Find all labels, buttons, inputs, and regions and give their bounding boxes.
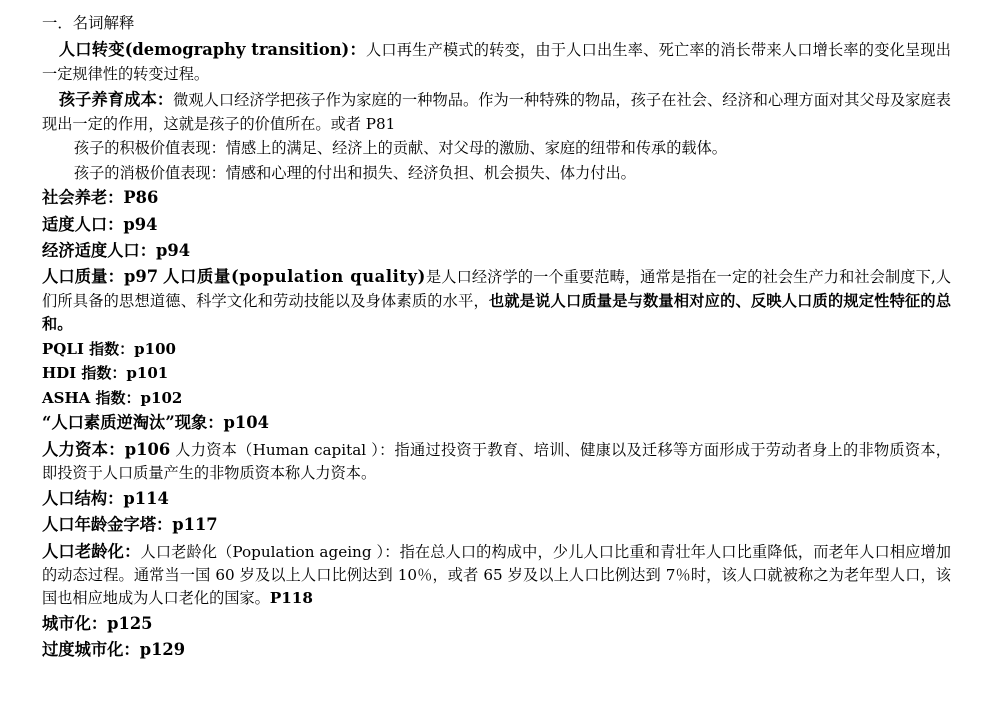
term-page: p100 [134,339,176,358]
entry-population-ageing [42,540,951,611]
term-page: p101 [126,364,169,383]
entry-social-elderly-care [42,186,951,211]
term-label: 人口老龄化： [42,541,141,561]
term-body: 人口老龄化（Population ageing ）：指在总人口的构成中，少儿人口比重和青壮年人口比重降低，而老年人口相应增加的动态过程。通常当一国 60 岁及以上人口比例达到 10％，或者 65 岁及以上人口比例达到 7％时，该人口就被称之为老年型人口，该国也相应地成为人口老化的国家。 [42,542,951,608]
term-page: p94 [123,214,158,234]
entry-urbanization [42,612,951,637]
sub-item-negative-value: 孩子的消极价值表现：情感和心理的付出和损失、经济负担、机会损失、体力付出。 [73,163,636,182]
entry-human-capital [42,438,951,486]
entry-economic-optimum-population [42,239,951,264]
term-body: 微观人口经济学把孩子作为家庭的一种物品。作为一种特殊的物品，孩子在社会、经济和心理方面对其父母及家庭表现出一定的作用，这就是孩子的价值所在。或者 P81 [42,90,951,133]
term-inline-label: 人口质量(population quality) [162,267,426,287]
term-label: 人口转变(demography transition) [58,40,350,60]
term-label: ASHA 指数： [42,388,141,407]
term-page: p106 [124,439,171,459]
term-label: 过度城市化： [42,640,140,660]
entry-optimum-population [42,213,951,238]
term-page: p114 [123,488,169,508]
term-label: 人力资本： [42,439,125,459]
term-label: PQLI 指数： [42,339,135,358]
term-label: 人口质量： [42,267,124,287]
entry-hdi-index [42,362,951,385]
entry-population-quality [42,265,951,336]
term-body: 人力资本（Human capital ）：指通过投资于教育、培训、健康以及迁移等方面形成于劳动者身上的非物质资本，即投资于人口质量产生的非物质资本称人力资本。 [42,440,951,483]
term-label: “人口素质逆淘汰”现象： [42,413,224,433]
term-label: 人口年龄金字塔： [42,515,173,535]
term-page: p94 [155,240,191,260]
term-label: 城市化： [42,613,108,633]
term-body-emphasis: 也就是说人口质量是与数量相对应的、反映人口质的规定性特征的总和。 [42,291,952,333]
sub-item-positive-value: 孩子的积极价值表现：情感上的满足、经济上的贡献、对父母的激励、家庭的纽带和传承的载体。 [73,139,727,158]
entry-demography-transition [42,38,951,86]
entry-pqli-index [42,338,951,361]
term-page: P118 [269,589,313,608]
term-page: p97 [123,267,159,287]
entry-asha-index [42,387,951,410]
entry-child-rearing-cost [42,88,951,136]
term-page: p102 [140,388,183,407]
term-separator: ： [349,40,366,60]
term-page: p125 [107,613,153,633]
term-page: p117 [172,515,218,535]
term-label: 适度人口： [42,214,124,234]
entry-population-age-pyramid [42,513,951,538]
entry-population-quality-reverse-elimination [42,411,951,436]
term-label: 人口结构： [42,488,124,508]
term-body: 人口再生产模式的转变，由于人口出生率、死亡率的消长带来人口增长率的变化呈现出一定规律性的转变过程。 [42,41,951,84]
section-title: 一．名词解释 [42,14,135,32]
term-page: P86 [123,188,159,208]
term-page: p129 [139,640,186,660]
entry-population-structure [42,487,951,512]
term-label: 经济适度人口： [42,240,156,260]
term-page: p104 [223,413,269,433]
term-separator: ： [156,89,174,109]
term-label: HDI 指数： [42,364,127,383]
term-label: 社会养老： [42,188,124,208]
term-body: 是人口经济学的一个重要范畴，通常是指在一定的社会生产力和社会制度下,人们所具备的思想道德、科学文化和劳动技能以及身体素质的水平， [42,268,952,310]
term-label: 孩子养育成本 [58,89,157,109]
entry-over-urbanization [42,638,951,663]
